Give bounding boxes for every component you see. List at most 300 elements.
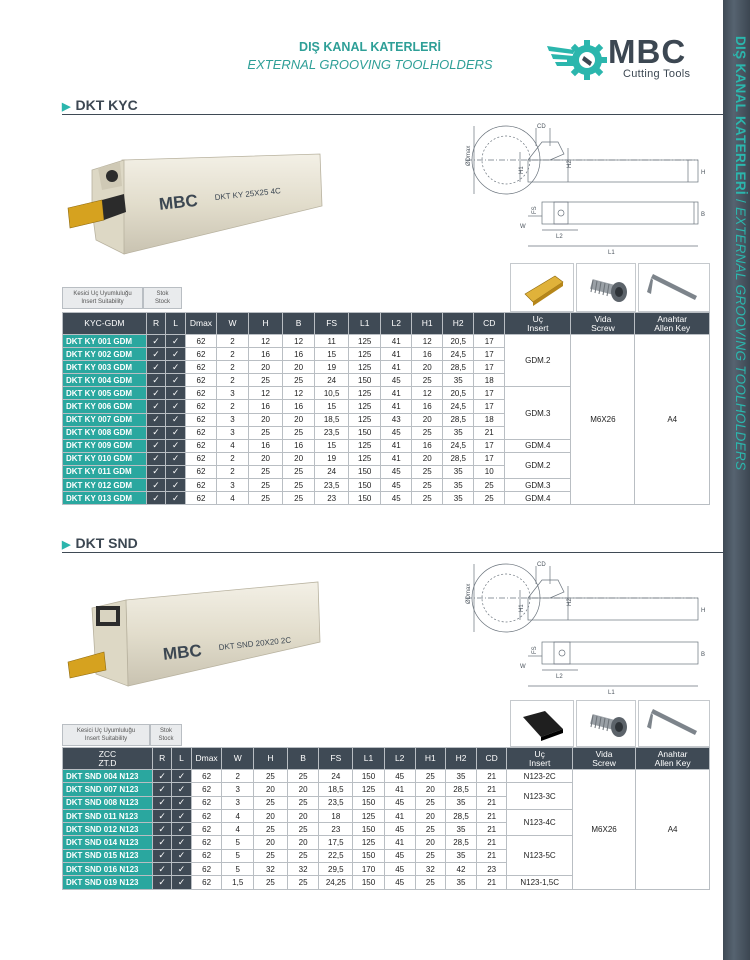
spec-table-snd [62,747,710,890]
header-dmax: Dmax [191,748,222,770]
cell-b: 25 [283,374,315,387]
cell-cd: 21 [476,770,507,783]
cell-h2: 24,5 [443,348,474,361]
cell-h: 25 [254,823,288,836]
header-h: H [248,313,282,335]
cell-dmax: 62 [185,335,216,348]
cell-h1: 16 [412,439,443,452]
header-l2: L2 [384,748,415,770]
cell-l2: 45 [384,849,415,862]
side-title-italic: EXTERNAL GROOVING TOOLHOLDERS [733,207,748,471]
cell-l1: 125 [349,348,381,361]
cell-b: 20 [283,452,315,465]
cell-h2: 35 [446,876,477,889]
cell-dmax: 62 [191,836,222,849]
cell-fs: 29,5 [319,863,353,876]
product-code[interactable]: DKT KY 008 GDM [63,426,147,439]
allen-key-code: A4 [636,770,710,890]
insert-code: GDM.3 [505,479,571,492]
insert-code: N123-4C [507,809,572,836]
dim-l1-2: L1 [608,690,615,696]
allen-key-image-kyc [638,263,710,312]
product-code[interactable]: DKT SND 008 N123 [63,796,153,809]
screw-image-kyc [576,263,636,312]
dim-l2-2: L2 [556,674,563,680]
header-b: B [287,748,319,770]
header-code: KYC-GDM [63,313,147,335]
header-cd: CD [474,313,505,335]
cell-fs: 15 [315,400,349,413]
product-code[interactable]: DKT KY 010 GDM [63,452,147,465]
insert-code: GDM.3 [505,387,571,439]
toolholder-snd-image [62,578,324,690]
product-code[interactable]: DKT KY 011 GDM [63,465,147,478]
cell-l1: 150 [349,465,381,478]
cell-h: 20 [248,361,282,374]
product-code[interactable]: DKT KY 002 GDM [63,348,147,361]
product-code[interactable]: DKT KY 009 GDM [63,439,147,452]
check-l-icon: ✓ [172,836,191,849]
cell-b: 25 [287,876,319,889]
cell-l2: 45 [384,823,415,836]
cell-fs: 23,5 [315,479,349,492]
cell-h: 25 [254,770,288,783]
product-code[interactable]: DKT KY 007 GDM [63,413,147,426]
cell-w: 5 [222,836,254,849]
cell-fs: 24 [315,374,349,387]
product-code[interactable]: DKT SND 011 N123 [63,809,153,822]
check-l-icon: ✓ [166,465,186,478]
cell-h1: 25 [412,426,443,439]
cell-l1: 150 [353,876,385,889]
cell-fs: 15 [315,439,349,452]
cell-fs: 23,5 [319,796,353,809]
insert-image-kyc [510,263,574,312]
stock-tr: Stok [156,291,169,297]
cell-l1: 125 [349,413,381,426]
check-r-icon: ✓ [152,823,171,836]
check-r-icon: ✓ [152,876,171,889]
cell-h1: 25 [415,796,446,809]
cell-h: 16 [248,400,282,413]
page-subtitle: EXTERNAL GROOVING TOOLHOLDERS [247,57,493,72]
cell-h: 16 [248,439,282,452]
cell-h2: 20,5 [443,335,474,348]
cell-b: 25 [283,465,315,478]
allen-key-icon-2 [639,701,711,748]
section-title-snd [62,535,138,551]
cell-dmax: 62 [191,770,222,783]
cell-l2: 45 [381,479,412,492]
check-r-icon: ✓ [152,863,171,876]
cell-cd: 21 [476,783,507,796]
cell-cd: 18 [474,374,505,387]
cell-l1: 125 [349,439,381,452]
cell-w: 4 [216,439,248,452]
check-r-icon: ✓ [146,348,166,361]
cell-fs: 24,25 [319,876,353,889]
header-dmax: Dmax [185,313,216,335]
check-r-icon: ✓ [146,374,166,387]
cell-h2: 35 [443,374,474,387]
cell-dmax: 62 [185,492,216,505]
check-r-icon: ✓ [152,770,171,783]
cell-b: 25 [287,770,319,783]
screw-icon-2 [577,701,637,748]
cell-b: 16 [283,400,315,413]
cell-dmax: 62 [191,823,222,836]
cell-dmax: 62 [185,413,216,426]
cell-w: 4 [216,492,248,505]
cell-dmax: 62 [191,849,222,862]
cell-w: 3 [216,426,248,439]
cell-w: 2 [216,348,248,361]
cell-h1: 12 [412,335,443,348]
dim-b-2: B [701,652,706,658]
cell-cd: 17 [474,361,505,374]
cell-dmax: 62 [185,387,216,400]
check-r-icon: ✓ [146,465,166,478]
dim-w: W [520,224,526,230]
product-code[interactable]: DKT SND 019 N123 [63,876,153,889]
cell-dmax: 62 [185,439,216,452]
cell-l1: 150 [353,823,385,836]
cell-l2: 41 [381,452,412,465]
cell-h2: 35 [443,492,474,505]
cell-l1: 125 [349,387,381,400]
check-l-icon: ✓ [166,387,186,400]
check-r-icon: ✓ [146,439,166,452]
check-l-icon: ✓ [172,876,191,889]
cell-l2: 45 [381,465,412,478]
product-code[interactable]: DKT KY 013 GDM [63,492,147,505]
insert-code: N123-1,5C [507,876,572,889]
cell-h1: 25 [412,479,443,492]
cell-fs: 19 [315,452,349,465]
cell-l2: 41 [384,809,415,822]
cell-h1: 25 [415,849,446,862]
cell-l2: 41 [381,335,412,348]
cell-h1: 20 [412,361,443,374]
check-l-icon: ✓ [172,809,191,822]
check-l-icon: ✓ [166,452,186,465]
dim-h1-2: H1 [519,604,525,612]
cell-h: 25 [254,876,288,889]
cell-l2: 45 [384,796,415,809]
section-rule-kyc [62,114,723,115]
cell-l2: 41 [381,400,412,413]
header-r: R [146,313,166,335]
cell-b: 16 [283,348,315,361]
cell-h: 25 [248,479,282,492]
dim-fs: FS [532,206,538,214]
insert-image-snd [510,700,574,747]
dim-cd-2: CD [537,562,546,568]
cell-cd: 21 [476,849,507,862]
cell-fs: 24 [315,465,349,478]
check-r-icon: ✓ [146,413,166,426]
cell-w: 5 [222,863,254,876]
suitability-tr-2: Kesici Uç Uyumluluğu [76,728,136,734]
check-r-icon: ✓ [152,783,171,796]
cell-h2: 35 [446,796,477,809]
screw-icon [577,264,637,313]
suitability-tr: Kesici Uç Uyumluluğu [73,291,132,297]
insert-code: GDM.2 [505,452,571,478]
cell-fs: 22,5 [319,849,353,862]
product-code[interactable]: DKT KY 012 GDM [63,479,147,492]
check-r-icon: ✓ [152,796,171,809]
product-code[interactable]: DKT SND 015 N123 [63,849,153,862]
cell-h2: 35 [446,849,477,862]
product-code[interactable]: DKT KY 003 GDM [63,361,147,374]
check-l-icon: ✓ [166,361,186,374]
product-code[interactable]: DKT KY 006 GDM [63,400,147,413]
header-insert: Uç Insert [505,313,571,335]
check-l-icon: ✓ [166,348,186,361]
dim-l1: L1 [608,250,615,256]
product-code[interactable]: DKT SND 004 N123 [63,770,153,783]
allen-key-image-snd [638,700,710,747]
side-title [726,36,748,471]
header-fs: FS [315,313,349,335]
product-code[interactable]: DKT SND 007 N123 [63,783,153,796]
cell-cd: 21 [476,836,507,849]
suitability-box-snd [62,724,150,746]
insert-code: N123-5C [507,836,572,876]
cell-b: 25 [287,823,319,836]
section-title-kyc [62,97,138,113]
cell-h1: 20 [412,413,443,426]
tool-logo-text-2: MBC [162,640,203,664]
check-r-icon: ✓ [146,400,166,413]
page-title: DIŞ KANAL KATERLERİ [299,40,441,54]
cell-w: 1,5 [222,876,254,889]
table-row [63,770,710,783]
cell-cd: 17 [474,439,505,452]
cell-l1: 150 [349,374,381,387]
cell-cd: 17 [474,348,505,361]
header-l1: L1 [349,313,381,335]
cell-l2: 43 [381,413,412,426]
cell-h1: 20 [415,809,446,822]
cell-l2: 45 [384,876,415,889]
cell-l1: 125 [349,400,381,413]
tool-engraving-snd: DKT SND 20X20 2C [218,635,292,653]
suitability-box-kyc [62,287,143,309]
cell-l1: 150 [349,426,381,439]
screw-image-snd [576,700,636,747]
cell-cd: 21 [476,876,507,889]
cell-l1: 125 [349,335,381,348]
cell-l1: 125 [353,836,385,849]
allen-key-icon [639,264,711,313]
cell-h2: 35 [443,465,474,478]
spec-table-kyc [62,312,710,505]
cell-h2: 28,5 [443,361,474,374]
header-l2: L2 [381,313,412,335]
stock-box-kyc [143,287,182,309]
cell-h: 25 [248,426,282,439]
cell-cd: 18 [474,413,505,426]
cell-h1: 16 [412,348,443,361]
cell-l1: 125 [349,361,381,374]
check-l-icon: ✓ [172,823,191,836]
cell-l1: 125 [353,783,385,796]
cell-l1: 150 [349,479,381,492]
cell-dmax: 62 [185,426,216,439]
check-r-icon: ✓ [146,492,166,505]
cell-w: 2 [216,452,248,465]
check-l-icon: ✓ [172,796,191,809]
cell-h2: 28,5 [443,413,474,426]
dim-fs-2: FS [532,646,538,654]
header-h2: H2 [446,748,477,770]
cell-h1: 20 [415,783,446,796]
cell-w: 5 [222,849,254,862]
product-code[interactable]: DKT KY 001 GDM [63,335,147,348]
product-code[interactable]: DKT SND 014 N123 [63,836,153,849]
technical-drawing-snd [458,556,720,698]
header-insert: Uç Insert [507,748,572,770]
dim-w-2: W [520,664,526,670]
product-code[interactable]: DKT SND 012 N123 [63,823,153,836]
cell-l1: 150 [353,770,385,783]
cell-w: 2 [216,361,248,374]
cell-fs: 11 [315,335,349,348]
cell-h2: 42 [446,863,477,876]
tool-logo-text: MBC [158,190,199,214]
header-h2: H2 [443,313,474,335]
side-title-sep: / [733,194,748,208]
header-h1: H1 [412,313,443,335]
cell-w: 3 [222,783,254,796]
stock-en: Stock [154,298,170,305]
cell-h2: 28,5 [446,809,477,822]
header-allen-key: Anahtar Allen Key [636,748,710,770]
cell-h: 20 [254,836,288,849]
header-l: L [166,313,186,335]
cell-l2: 41 [381,361,412,374]
cell-l1: 150 [353,796,385,809]
cell-h2: 28,5 [446,783,477,796]
cell-cd: 21 [476,796,507,809]
dim-h: H [701,170,706,176]
cell-h1: 16 [412,400,443,413]
section-title-kyc-text: DKT KYC [75,97,138,113]
check-l-icon: ✓ [166,413,186,426]
cell-b: 12 [283,387,315,400]
check-l-icon: ✓ [166,492,186,505]
cell-w: 2 [216,465,248,478]
insert-code: N123-2C [507,770,572,783]
cell-w: 2 [216,400,248,413]
cell-b: 32 [287,863,319,876]
cell-fs: 23 [315,492,349,505]
cell-h1: 12 [412,387,443,400]
section-title-snd-text: DKT SND [75,535,138,551]
cell-l2: 41 [384,783,415,796]
header-screw: Vida Screw [572,748,635,770]
cell-h: 32 [254,863,288,876]
header-l1: L1 [353,748,385,770]
cell-l2: 45 [381,492,412,505]
cell-dmax: 62 [185,348,216,361]
logo-tagline: Cutting Tools [623,68,691,80]
technical-drawing-kyc [458,118,720,258]
cell-h2: 35 [443,479,474,492]
check-l-icon: ✓ [166,426,186,439]
insert-code: GDM.4 [505,492,571,505]
cell-cd: 17 [474,400,505,413]
cell-l2: 41 [381,348,412,361]
cell-h2: 20,5 [443,387,474,400]
check-l-icon: ✓ [172,849,191,862]
product-code[interactable]: DKT KY 005 GDM [63,387,147,400]
dim-h-2: H [701,608,706,614]
cell-fs: 23,5 [315,426,349,439]
cell-w: 3 [216,387,248,400]
check-r-icon: ✓ [146,361,166,374]
product-code[interactable]: DKT SND 016 N123 [63,863,153,876]
cell-fs: 24 [319,770,353,783]
header-b: B [283,313,315,335]
cell-l2: 41 [384,836,415,849]
header-cd: CD [476,748,507,770]
cell-cd: 21 [476,809,507,822]
header-fs: FS [319,748,353,770]
cell-l1: 150 [353,849,385,862]
header-code: ZCC ZT.D [63,748,153,770]
header-h1: H1 [415,748,446,770]
check-l-icon: ✓ [172,783,191,796]
cell-h: 16 [248,348,282,361]
header-w: W [222,748,254,770]
cell-b: 25 [283,479,315,492]
cell-b: 20 [287,809,319,822]
cell-h2: 35 [443,426,474,439]
dim-l2: L2 [556,234,563,240]
logo-wordmark: MBC [608,33,687,70]
screw-code: M6X26 [572,770,635,890]
stock-box-snd [150,724,182,746]
cell-dmax: 62 [191,809,222,822]
side-title-bold: DIŞ KANAL KATERLERİ [733,36,748,195]
cell-h1: 20 [412,452,443,465]
cell-l2: 45 [384,770,415,783]
product-code[interactable]: DKT KY 004 GDM [63,374,147,387]
section-rule-snd [62,552,723,553]
tool-engraving-kyc: DKT KY 25X25 4C [214,186,282,203]
cell-cd: 25 [474,492,505,505]
cell-cd: 17 [474,335,505,348]
check-r-icon: ✓ [152,836,171,849]
cell-w: 2 [222,770,254,783]
cell-h: 25 [248,465,282,478]
dim-dmax-2: ØDmax [466,583,472,604]
cell-h1: 20 [415,836,446,849]
cell-w: 4 [222,809,254,822]
suitability-en-2: Insert Suitability [84,735,128,742]
cell-h: 25 [248,492,282,505]
cell-w: 3 [222,796,254,809]
cell-dmax: 62 [191,783,222,796]
cell-b: 25 [287,796,319,809]
cell-h1: 32 [415,863,446,876]
check-l-icon: ✓ [172,770,191,783]
cell-w: 3 [216,479,248,492]
cell-cd: 25 [474,479,505,492]
